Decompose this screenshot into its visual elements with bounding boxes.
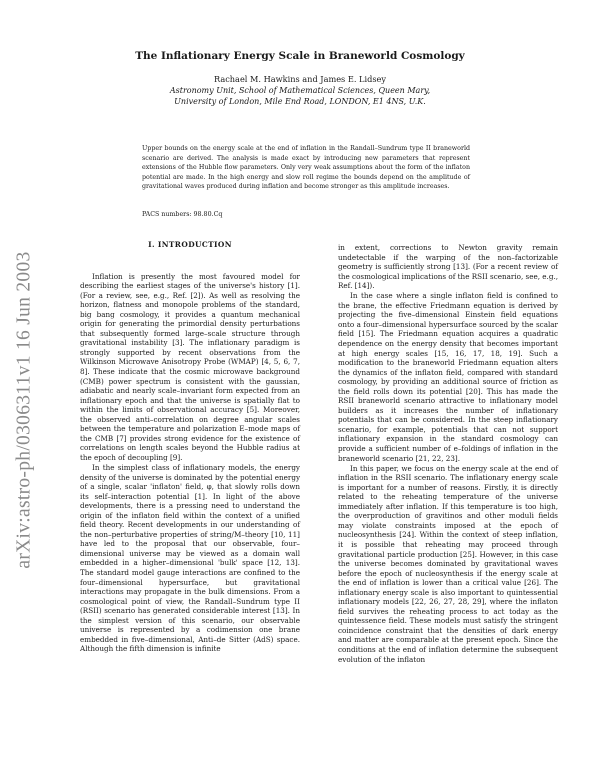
arxiv-identifier: arXiv:astro-ph/0306311v1 16 Jun 2003	[14, 251, 35, 569]
author-list: Rachael M. Hawkins and James E. Lidsey	[213, 74, 387, 84]
affiliation-line: Astronomy Unit, School of Mathematical Sciences, Queen Mary,	[169, 86, 431, 95]
paragraph: In the case where a single inflaton field is confined to the brane, the effective Friedmann equation is derived by projecting the five–dimensional Einstein field equations onto a four–dimensional hypersurface sourced by the scalar field [15]. The Friedmann equation acquires a quadratic dependence on the energy density that becomes important at high energy scales [15, 16, 17, 18, 19]. Such a modification to the braneworld Friedmann equation alters the dynamics of the inflaton field, compared with standard cosmology, by providing an additional source of friction as the field rolls down its potential [20]. This has made the RSII braneworld scenario attractive to inflationary model builders as it increases the number of inflationary potentials that can be considered. In the steep inflationary scenario, for example, potentials that can not support inflationary expansion in the standard cosmology can provide a sufficient number of e–foldings of inflation in the braneworld scenario [21, 22, 23].	[338, 291, 558, 463]
paragraph: In this paper, we focus on the energy scale at the end of inflation in the RSII scenario. The inflationary energy scale is important for a number of reasons. Firstly, it is directly related to the reheating temperature of the universe immediately after inflation. If this temperature is too high, the overproduction of gravitinos and other moduli fields may violate constraints imposed at the epoch of nucleosynthesis [24]. Within the context of steep inflation, it is possible that reheating may proceed through gravitational particle production [25]. However, in this case the universe becomes dominated by gravitational waves before the epoch of nucleosynthesis if the energy scale at the end of inflation is lower than a critical value [26]. The inflationary energy scale is also important to quintessential inflationary models [22, 26, 27, 28, 29], where the inflaton field survives the reheating process to act today as the quintessence field. These models must satisfy the stringent coincidence constraint that the densities of dark energy and matter are comparable at the present epoch. Since the conditions at the end of inflation determine the subsequent evolution of the inflaton	[338, 463, 558, 664]
section-heading: I. INTRODUCTION	[148, 240, 232, 249]
pacs-numbers: PACS numbers: 98.80.Cq	[142, 211, 223, 218]
left-column	[80, 240, 300, 654]
affiliation	[0, 85, 600, 107]
paragraph: in extent, corrections to Newton gravity remain undetectable if the warping of the non–factorizable geometry is sufficiently strong [13]. (For a recent review of the cosmological implications of the RSII scenario, see, e.g., Ref. [14]).	[338, 243, 559, 291]
abstract: Upper bounds on the energy scale at the end of inflation in the Randall–Sundrum type II braneworld scenario are derived. The analysis is made exact by introducing new parameters that represent extensions of the Hubble flow parameters. Only very weak assumptions about the form of the inflaton potential are made. In the high energy and slow roll regime the bounds depend on the amplitude of gravitational waves produced during inflation and become stronger as this amplitude increases.	[142, 145, 470, 191]
affiliation-line: University of London, Mile End Road, LONDON, E1 4NS, U.K.	[174, 97, 426, 106]
paper-title: The Inflationary Energy Scale in Braneworld Cosmology	[135, 50, 465, 62]
right-column	[338, 243, 558, 664]
paragraph: In the simplest class of inflationary models, the energy density of the universe is dominated by the potential energy of a single, scalar 'inflaton' field, φ, that slowly rolls down its self–interaction potential [1]. In light of the above developments, there is a pressing need to understand the origin of the inflaton field within the context of a unified field theory. Recent developments in our understanding of the non–perturbative properties of string/M–theory [10, 11] have led to the proposal that our observable, four–dimensional universe may be viewed as a domain wall embedded in a higher–dimensional 'bulk' space [12, 13]. The standard model gauge interactions are confined to the four–dimensional hypersurface, but gravitational interactions may propagate in the bulk dimensions. From a cosmological point of view, the Randall–Sundrum type II (RSII) scenario has generated considerable interest [13]. In the simplest version of this scenario, our observable universe is represented by a codimension one brane embedded in five–dimensional, Anti–de Sitter (AdS) space. Although the fifth dimension is infinite	[80, 462, 300, 654]
arxiv-stamp	[10, 225, 40, 595]
paragraph: Inflation is presently the most favoured model for describing the earliest stages of the universe's history [1]. (For a review, see, e.g., Ref. [2]). As well as resolving the horizon, flatness and monopole problems of the standard, big bang cosmology, it provides a quantum mechanical origin for generating the primordial density perturbations that subsequently formed large–scale structure through gravitational instability [3]. The inflationary paradigm is strongly supported by recent observations from the Wilkinson Microwave Anisotropy Probe (WMAP) [4, 5, 6, 7, 8]. These indicate that the cosmic microwave background (CMB) power spectrum is consistent with the gaussian, adiabatic and nearly scale–invariant form expected from an inflationary epoch and that the universe is spatially flat to within the limits of observational accuracy [5]. Moreover, the observed anti–correlation on degree angular scales between the temperature and polarization E–mode maps of the CMB [7] provides strong evidence for the existence of correlations on length scales beyond the Hubble radius at the epoch of decoupling [9].	[80, 271, 300, 462]
